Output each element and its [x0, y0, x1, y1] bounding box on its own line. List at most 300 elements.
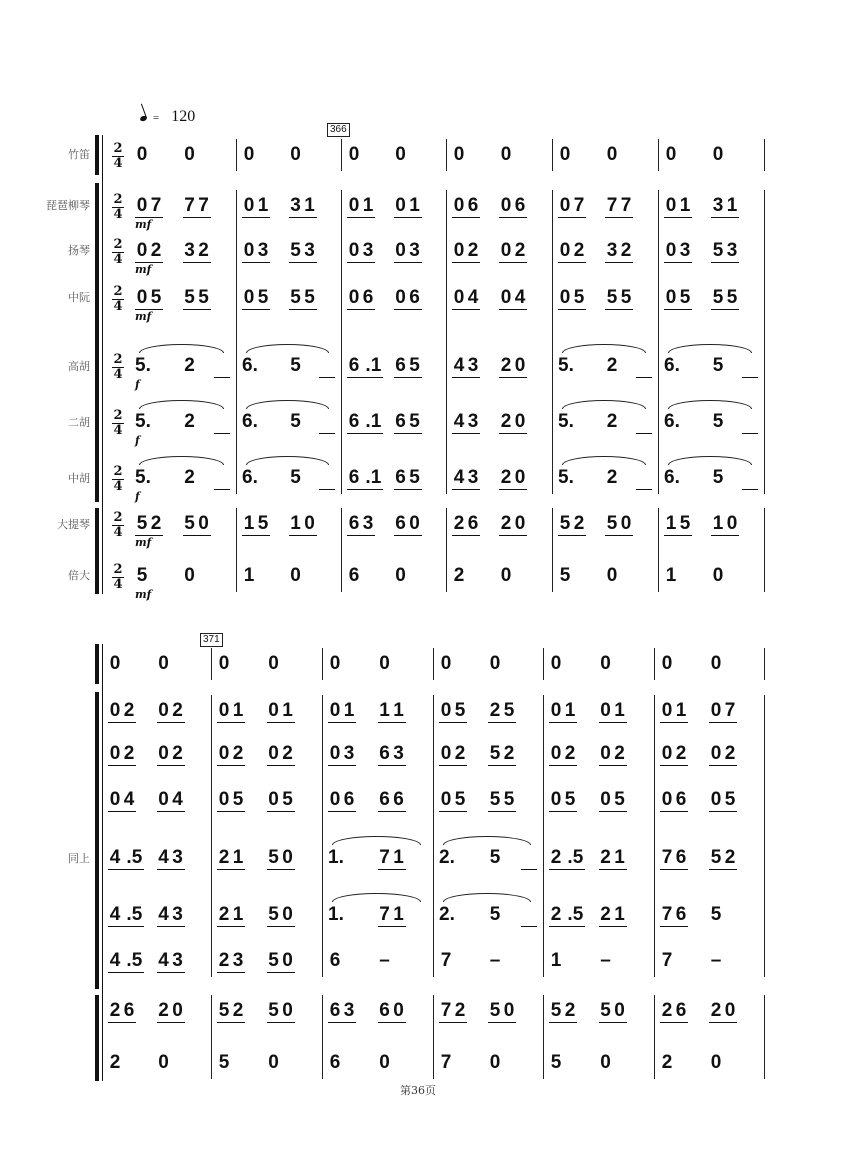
- note: 0: [710, 743, 722, 764]
- note: 0: [665, 195, 677, 216]
- beam-underline: [157, 1022, 185, 1023]
- note: 6: [395, 411, 406, 432]
- note-rest: 0: [661, 653, 673, 674]
- note: 3: [304, 240, 315, 261]
- note: 1: [257, 195, 269, 216]
- barline: [543, 648, 544, 680]
- note: 2: [150, 240, 162, 261]
- note: 1: [370, 355, 382, 376]
- note-rest: 0: [158, 653, 169, 674]
- note: 2: [620, 240, 632, 261]
- time-sig-bottom: 4: [113, 525, 123, 540]
- note: 6: [395, 513, 406, 534]
- beam-underline: [549, 722, 577, 723]
- beam-underline: [394, 433, 422, 434]
- time-signature: [112, 354, 124, 381]
- beam-underline: [328, 811, 356, 812]
- note: 7: [379, 904, 390, 925]
- note: 1: [675, 700, 687, 721]
- note: 5: [559, 513, 571, 534]
- note-rest: 0: [550, 653, 562, 674]
- note: 5: [550, 1000, 562, 1021]
- note: 0: [329, 700, 341, 721]
- barline: [236, 508, 237, 592]
- note: 2: [661, 1000, 673, 1021]
- note: 2: [184, 467, 195, 488]
- beam-underline: [108, 972, 144, 973]
- beam-underline: [328, 765, 356, 766]
- note: 6: [329, 1000, 341, 1021]
- note: 1: [232, 847, 244, 868]
- beam-underline: [289, 217, 317, 218]
- beam-underline: [605, 217, 633, 218]
- slur-tie: [332, 893, 421, 902]
- note: 7: [661, 950, 673, 971]
- slur-tie: [246, 456, 329, 465]
- note: 0: [710, 1052, 722, 1073]
- note: 2: [218, 847, 230, 868]
- note: 5: [489, 904, 501, 925]
- beam-underline: [347, 262, 375, 263]
- note: 1: [370, 467, 382, 488]
- beam-underline: [108, 722, 136, 723]
- note: 0: [440, 700, 452, 721]
- note: 5: [559, 565, 571, 586]
- note: 6: [393, 789, 404, 810]
- note: .: [567, 847, 573, 868]
- bracket-bass: [95, 995, 99, 1081]
- barline: [322, 695, 323, 977]
- note: 6: [379, 743, 390, 764]
- note: 2: [600, 904, 611, 925]
- time-sig-top: 2: [113, 510, 123, 525]
- note: 4: [109, 950, 121, 971]
- beam-underline: [660, 722, 688, 723]
- note: 5: [304, 287, 315, 308]
- beam-underline: [319, 489, 335, 490]
- beam-underline: [394, 217, 422, 218]
- note: 0: [550, 789, 562, 810]
- beam-underline: [660, 869, 688, 870]
- note: 0: [606, 565, 618, 586]
- note: 0: [268, 743, 279, 764]
- note: 5: [409, 411, 420, 432]
- beam-underline: [499, 377, 527, 378]
- slur-tie: [668, 344, 752, 353]
- time-sig-top: 2: [113, 562, 123, 577]
- note: 5: [724, 789, 736, 810]
- note: 6: [348, 467, 360, 488]
- note: 2: [218, 904, 230, 925]
- note: 5: [606, 287, 618, 308]
- beam-underline: [558, 309, 586, 310]
- note: 5: [620, 287, 632, 308]
- note: 2: [453, 565, 465, 586]
- note: 3: [184, 240, 195, 261]
- note: 2: [724, 743, 736, 764]
- barline: [211, 695, 212, 977]
- note: 5: [136, 565, 148, 586]
- note: 1: [393, 700, 404, 721]
- note: 0: [661, 743, 673, 764]
- note: 6: [348, 411, 360, 432]
- quarter-note-icon: [139, 115, 147, 122]
- note: 6.: [664, 355, 680, 376]
- dynamic-mark: f: [135, 378, 140, 391]
- note: 5: [489, 1000, 501, 1021]
- beam-underline: [135, 309, 163, 310]
- note: 1: [614, 904, 625, 925]
- note: 1: [550, 950, 562, 971]
- beam-underline: [394, 535, 422, 536]
- note: 0: [348, 195, 360, 216]
- time-sig-top: 2: [113, 192, 123, 207]
- tempo-value: 120: [171, 108, 196, 125]
- note: 3: [393, 743, 404, 764]
- rehearsal-mark: 366: [327, 123, 350, 137]
- instrument-label: 大提琴: [57, 518, 90, 531]
- beam-underline: [217, 811, 245, 812]
- dynamic-mark: mf: [135, 588, 152, 601]
- dynamic-mark: f: [135, 490, 140, 503]
- note: 5: [710, 847, 722, 868]
- beam-underline: [709, 722, 737, 723]
- note: 6: [329, 950, 341, 971]
- note: .: [126, 904, 132, 925]
- note: 2: [500, 513, 512, 534]
- beam-underline: [499, 262, 527, 263]
- note: 2: [606, 411, 618, 432]
- time-signature: [112, 512, 124, 539]
- barline: [658, 190, 659, 494]
- note: 1: [679, 195, 691, 216]
- instrument-label: 高胡: [68, 360, 90, 373]
- note: 1.: [328, 904, 344, 925]
- beam-underline: [347, 217, 375, 218]
- note: 6.: [664, 467, 680, 488]
- barline: [764, 508, 765, 592]
- beam-underline: [521, 869, 537, 870]
- note: 2: [500, 467, 512, 488]
- note: 0: [268, 700, 279, 721]
- note: 1: [232, 700, 244, 721]
- beam-underline: [439, 811, 467, 812]
- beam-underline: [217, 926, 245, 927]
- note: 1: [614, 847, 625, 868]
- barline: [322, 648, 323, 680]
- note: 0: [514, 355, 526, 376]
- beam-underline: [549, 869, 585, 870]
- slur-tie: [332, 836, 421, 845]
- note: 4: [123, 789, 135, 810]
- beam-underline: [709, 765, 737, 766]
- note: 4: [172, 789, 183, 810]
- note: 1: [712, 513, 724, 534]
- note: 5: [257, 513, 269, 534]
- note-rest: 0: [489, 653, 501, 674]
- beam-underline: [183, 217, 211, 218]
- beam-underline: [157, 926, 185, 927]
- bracket-bass: [95, 508, 99, 594]
- note: 7: [661, 847, 673, 868]
- time-sig-bottom: 4: [113, 423, 123, 438]
- beam-underline: [605, 309, 633, 310]
- beam-underline: [558, 217, 586, 218]
- beam-underline: [549, 765, 577, 766]
- note: 0: [184, 565, 195, 586]
- barline: [552, 139, 553, 171]
- note: 2: [467, 240, 479, 261]
- note: 0: [600, 743, 611, 764]
- note: 6: [348, 513, 360, 534]
- beam-underline: [157, 765, 185, 766]
- barline: [764, 648, 765, 680]
- beam-underline: [488, 811, 516, 812]
- note: 4: [467, 287, 479, 308]
- note: 4: [158, 904, 169, 925]
- note: 0: [559, 287, 571, 308]
- beam-underline: [289, 535, 317, 536]
- note: 5: [572, 904, 584, 925]
- note: 2: [573, 240, 585, 261]
- note: 2: [109, 1052, 121, 1073]
- note: 0: [348, 240, 360, 261]
- note: 5: [290, 467, 301, 488]
- beam-underline: [394, 262, 422, 263]
- dynamic-mark: f: [135, 434, 140, 447]
- note: 0: [282, 1000, 293, 1021]
- instrument-label: 二胡: [68, 416, 90, 429]
- note: 3: [172, 904, 183, 925]
- note: 7: [620, 195, 632, 216]
- slur-tie: [668, 400, 752, 409]
- note: .: [126, 847, 132, 868]
- beam-underline: [711, 262, 739, 263]
- beam-underline: [347, 377, 383, 378]
- note-rest: 0: [395, 144, 406, 165]
- beam-underline: [660, 765, 688, 766]
- instrument-label: 琵琶柳琴: [46, 199, 90, 212]
- beam-underline: [599, 926, 627, 927]
- note: 6: [675, 789, 687, 810]
- note: 2: [724, 847, 736, 868]
- note: 5: [600, 1000, 611, 1021]
- note: 5: [614, 789, 625, 810]
- note: 0: [243, 240, 255, 261]
- note: 1: [243, 513, 255, 534]
- note: 4: [453, 411, 465, 432]
- note: 6: [467, 513, 479, 534]
- note: 2: [550, 904, 562, 925]
- time-sig-bottom: 4: [113, 299, 123, 314]
- note: 7: [573, 195, 585, 216]
- note: 1: [665, 565, 677, 586]
- note: 6.: [664, 411, 680, 432]
- note-rest: 0: [136, 144, 148, 165]
- beam-underline: [217, 869, 245, 870]
- instrument-label: 中胡: [68, 472, 90, 485]
- note: 7: [440, 1000, 452, 1021]
- note: 5: [198, 287, 209, 308]
- beam-underline: [452, 433, 480, 434]
- beam-underline: [183, 535, 211, 536]
- barline: [211, 995, 212, 1079]
- beam-underline: [183, 309, 211, 310]
- note: 5: [290, 411, 301, 432]
- time-signature: [112, 194, 124, 221]
- beam-underline: [660, 811, 688, 812]
- note: 2: [606, 355, 618, 376]
- note: 0: [198, 513, 209, 534]
- note: 5: [136, 513, 148, 534]
- note: 6: [514, 195, 526, 216]
- beam-underline: [549, 1022, 577, 1023]
- note: 6: [348, 565, 360, 586]
- note: 0: [158, 789, 169, 810]
- time-sig-top: 2: [113, 352, 123, 367]
- note: 5: [131, 950, 143, 971]
- note: 0: [290, 565, 301, 586]
- note: 2: [573, 513, 585, 534]
- beam-underline: [214, 489, 230, 490]
- beam-underline: [267, 972, 295, 973]
- time-signature: [112, 410, 124, 437]
- beam-underline: [135, 217, 163, 218]
- beam-underline: [135, 535, 163, 536]
- note: 0: [503, 1000, 515, 1021]
- note: 2: [109, 1000, 121, 1021]
- note: 6.: [242, 467, 258, 488]
- barline: [341, 139, 342, 171]
- note: 0: [395, 195, 406, 216]
- beam-underline: [217, 1022, 245, 1023]
- note-rest: 0: [712, 144, 724, 165]
- beam-underline: [108, 926, 144, 927]
- barline: [764, 139, 765, 171]
- note: .: [365, 355, 371, 376]
- note: 2: [564, 1000, 576, 1021]
- barline: [433, 648, 434, 680]
- note: 7: [606, 195, 618, 216]
- note: 1: [232, 904, 244, 925]
- note: 2: [453, 513, 465, 534]
- note-rest: 0: [290, 144, 301, 165]
- beam-underline: [157, 972, 185, 973]
- note-rest: 0: [453, 144, 465, 165]
- note: 3: [362, 240, 374, 261]
- note: 0: [282, 904, 293, 925]
- note: 0: [304, 513, 315, 534]
- rehearsal-mark: 371: [200, 633, 223, 647]
- beam-underline: [709, 811, 737, 812]
- beam-underline: [605, 262, 633, 263]
- time-sig-bottom: 4: [113, 577, 123, 592]
- note: 2: [184, 411, 195, 432]
- beam-underline: [439, 1022, 467, 1023]
- beam-underline: [214, 377, 230, 378]
- note: 6: [675, 1000, 687, 1021]
- note-rest: 0: [500, 144, 512, 165]
- beam-underline: [217, 972, 245, 973]
- note: 2: [158, 1000, 169, 1021]
- note: .: [365, 411, 371, 432]
- note: 6: [362, 287, 374, 308]
- note: 5: [290, 355, 301, 376]
- note-rest: 0: [268, 653, 279, 674]
- beam-underline: [378, 1022, 406, 1023]
- beam-underline: [452, 309, 480, 310]
- note: 4: [453, 467, 465, 488]
- slur-tie: [562, 456, 646, 465]
- page-number: 第36页: [400, 1084, 436, 1097]
- note: 1: [362, 195, 374, 216]
- instrument-label: 扬琴: [68, 244, 90, 257]
- note-rest: 0: [600, 653, 611, 674]
- time-signature: [112, 466, 124, 493]
- time-sig-top: 2: [113, 141, 123, 156]
- note: 2: [123, 743, 135, 764]
- note: 6.: [242, 411, 258, 432]
- beam-underline: [217, 722, 245, 723]
- note: 7: [198, 195, 209, 216]
- note: 0: [440, 743, 452, 764]
- note: 0: [218, 700, 230, 721]
- beam-underline: [452, 217, 480, 218]
- note: 1: [304, 195, 315, 216]
- note: 0: [559, 240, 571, 261]
- note: 0: [158, 1052, 169, 1073]
- note: 0: [550, 743, 562, 764]
- note: 2: [503, 743, 515, 764]
- note: 5: [268, 847, 279, 868]
- beam-underline: [242, 535, 270, 536]
- note: 5: [489, 743, 501, 764]
- note: 5: [218, 1000, 230, 1021]
- note: 1: [370, 411, 382, 432]
- note: 1: [409, 195, 420, 216]
- note: 1: [665, 513, 677, 534]
- beam-underline: [742, 433, 758, 434]
- note: 5: [282, 789, 293, 810]
- note: 1: [614, 700, 625, 721]
- beam-underline: [499, 217, 527, 218]
- note: 0: [282, 847, 293, 868]
- beam-underline: [394, 377, 422, 378]
- slur-tie: [443, 893, 531, 902]
- note: 7: [440, 950, 452, 971]
- note: 2: [454, 743, 466, 764]
- time-signature: [112, 143, 124, 170]
- note: 5: [290, 287, 301, 308]
- time-sig-bottom: 4: [113, 252, 123, 267]
- note: 5: [290, 240, 301, 261]
- beam-underline: [267, 765, 295, 766]
- note-rest: 0: [559, 144, 571, 165]
- note: 0: [712, 565, 724, 586]
- note: 1: [379, 700, 390, 721]
- barline: [654, 695, 655, 977]
- note: 6: [343, 789, 355, 810]
- beam-underline: [452, 489, 480, 490]
- note: 3: [712, 195, 724, 216]
- beam-underline: [217, 765, 245, 766]
- note: 2: [606, 467, 618, 488]
- beam-underline: [267, 722, 295, 723]
- note: 5: [489, 789, 501, 810]
- note: 0: [109, 700, 121, 721]
- note: 2: [489, 700, 501, 721]
- beam-underline: [549, 811, 577, 812]
